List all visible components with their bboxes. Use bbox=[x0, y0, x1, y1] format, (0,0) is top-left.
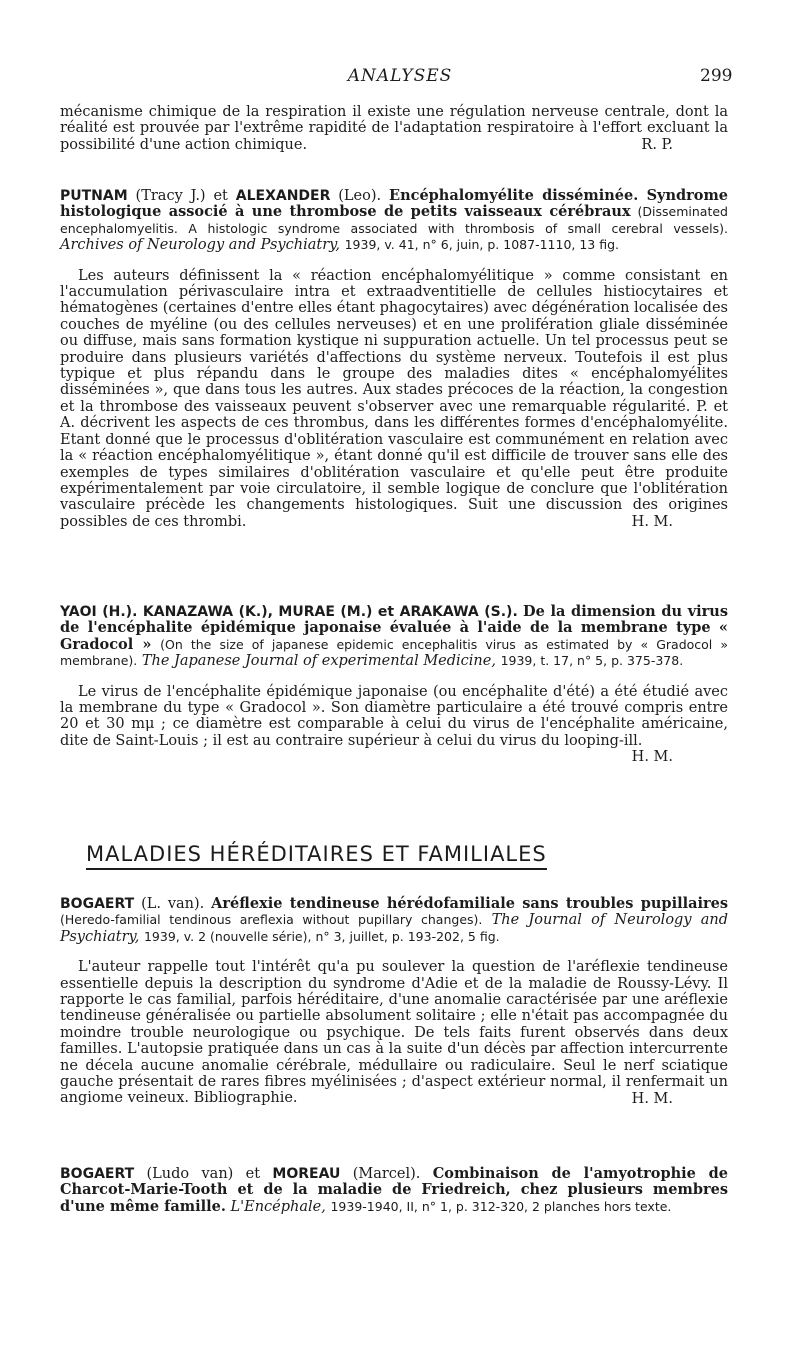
entry-bogaert-moreau bbox=[60, 1166, 728, 1215]
entry-bogaert-1 bbox=[60, 896, 728, 1107]
citation: 1939, v. 41, n° 6, juin, p. 1087-1110, 13 fig. bbox=[344, 237, 619, 253]
running-title: ANALYSES bbox=[347, 66, 453, 86]
author-name: BOGAERT bbox=[60, 1166, 135, 1182]
entry-header bbox=[60, 1166, 728, 1215]
author-initials: (Ludo van) et bbox=[146, 1166, 261, 1182]
citation: 1939, t. 17, n° 5, p. 375-378. bbox=[500, 653, 684, 669]
reviewer-signature: H. M. bbox=[631, 514, 673, 531]
entry-header bbox=[60, 896, 728, 945]
author-initials: (Leo). bbox=[338, 188, 382, 204]
english-title: (On the size of japanese epidemic encephalitis virus as estimated by « Gradocol » membrane). bbox=[60, 636, 728, 669]
author-initials: (Marcel). bbox=[352, 1166, 421, 1182]
english-title: (Heredo-familial tendinous areflexia without pupillary changes). bbox=[60, 912, 483, 928]
intro-signature: R. P. bbox=[641, 137, 673, 154]
journal-name: The Japanese Journal of experimental Medicine, bbox=[141, 653, 496, 670]
abstract-body: Le virus de l'encéphalite épidémique japonaise (ou encéphalite d'été) a été étudié avec la membrane du type « Gradocol ». Son diamètre particulaire a été trouvé compris entre 20 et 30 mμ ; ce diamètre est comparable à celui du virus de l'encéphalite américaine, dite de Saint-Louis ; il est au contraire supérieur à celui du virus du looping-ill. bbox=[60, 683, 728, 749]
intro-text: mécanisme chimique de la respiration il existe une régulation nerveuse centrale, dont la réalité est prouvée par l'extrême rapidité de l'adaptation respiratoire à l'effort excluant la possibilité d'une action chimique. bbox=[60, 104, 728, 153]
reviewer-signature: H. M. bbox=[631, 749, 673, 766]
journal-name: Archives of Neurology and Psychiatry, bbox=[60, 237, 340, 254]
english-title: (Disseminated encephalomyelitis. A histologic syndrome associated with thrombosis of small cerebral vessels). bbox=[60, 204, 728, 236]
article-title: Aréflexie tendineuse hérédofamiliale sans troubles pupillaires bbox=[211, 895, 729, 912]
entry-putnam bbox=[60, 188, 728, 531]
author-initials: (L. van). bbox=[141, 896, 205, 912]
abstract-body: Les auteurs définissent la « réaction encéphalomyélitique » comme consistant en l'accumulation périvasculaire intra et extraadventitielle de cellules histiocytaires et hématogènes (certaines d'entre elles étant phagocytaires) avec dégénération localisée des couches de myéline (ou des cellules nerveuses) et en une prolifération gliale disséminée ou diffuse, mais sans formation kystique ni suppuration actuelle. Un tel processus peut se produire dans plusieurs variétés d'affections du système nerveux. Toutefois il est plus typique et plus répandu dans le groupe des maladies dites « encéphalomyélites disséminées », que dans tous les autres. Aux stades précoces de la réaction, la congestion et la thrombose des vaisseaux peuvent s'observer avec une remarquable régularité. P. et A. décrivent les aspects de ces thrombus, dans les différentes formes d'encéphalomyélite. Etant donné que le processus d'oblitération vasculaire est communément en relation avec la « réaction encéphalomyélitique », étant donné qu'il est difficile de trouver sans elle des exemples de types similaires d'oblitération vasculaire et qu'elle peut être produite expérimentalement par voie circulatoire, il semble logique de conclure que l'oblitération vasculaire précède les changements histologiques. Suit une discussion des origines possibles de ces thrombi. bbox=[60, 267, 728, 530]
author-name: MOREAU bbox=[272, 1166, 341, 1182]
entry-header bbox=[60, 604, 728, 670]
page-number: 299 bbox=[700, 66, 733, 86]
reviewer-signature: H. M. bbox=[631, 1090, 673, 1107]
author-names: YAOI (H.). KANAZAWA (K.), MURAE (M.) et ARAKAWA (S.). bbox=[60, 604, 518, 620]
journal-name: The Journal of Neurology and Psychiatry, bbox=[60, 912, 729, 945]
section-heading: MALADIES HÉRÉDITAIRES ET FAMILIALES bbox=[86, 842, 547, 870]
citation: 1939, v. 2 (nouvelle série), n° 3, juillet, p. 193-202, 5 fig. bbox=[143, 928, 500, 944]
citation: 1939-1940, II, n° 1, p. 312-320, 2 planches hors texte. bbox=[330, 1198, 672, 1214]
entry-header bbox=[60, 188, 728, 254]
abstract-body: L'auteur rappelle tout l'intérêt qu'a pu soulever la question de l'aréflexie tendineuse essentielle depuis la description du syndrome d'Adie et de la maladie de Roussy-Lévy. Il rapporte le cas familial, parfois héréditaire, d'une anomalie caractérisée par une aréflexie tendineuse généralisée ou partielle absolument solitaire ; elle n'était pas accompagnée du moindre trouble neurologique ou psychique. De tels faits furent observés dans deux familles. L'autopsie pratiquée dans un cas à la suite d'un décès par affection intercurrente ne décela aucune anomalie cérébrale, médullaire ou radiculaire. Seul le nerf sciatique gauche présentait de rares fibres myélinisées ; d'aspect extérieur normal, il renfermait un angiome veineux. Bibliographie. bbox=[60, 959, 728, 1107]
entry-yaoi bbox=[60, 604, 728, 766]
intro-paragraph bbox=[60, 104, 728, 154]
journal-name: L'Encéphale, bbox=[230, 1198, 326, 1215]
article-title: Combinaison de l'amyotrophie de Charcot-Marie-Tooth et de la maladie de Friedreich, chez plusieurs membres d'une même famille. bbox=[60, 1165, 729, 1215]
article-title: De la dimension du virus de l'encéphalite épidémique japonaise évaluée à l'aide de la membrane type « Gradocol » bbox=[60, 603, 729, 653]
article-title: Encéphalomyélite disséminée. Syndrome histologique associé à une thrombose de petits vaisseaux cérébraux bbox=[60, 187, 729, 221]
author-name: BOGAERT bbox=[60, 896, 135, 912]
author-name: ALEXANDER bbox=[235, 188, 331, 204]
author-name: PUTNAM bbox=[60, 188, 128, 204]
author-initials: (Tracy J.) et bbox=[135, 188, 228, 204]
